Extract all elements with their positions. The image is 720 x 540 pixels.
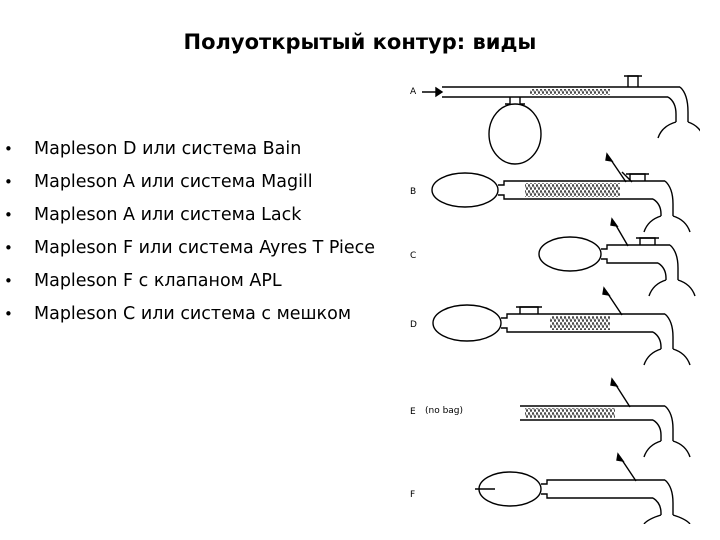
label-d: D	[410, 320, 417, 330]
label-c: C	[410, 251, 417, 261]
label-e: E	[410, 407, 416, 417]
circuit-a-diagram	[422, 76, 700, 164]
list-item	[4, 270, 399, 292]
list-item	[4, 204, 399, 226]
bullet-list	[4, 138, 399, 336]
circuit-c-diagram	[539, 219, 695, 296]
no-bag-note: (no bag)	[425, 406, 464, 416]
bullet-text: Mapleson A или система Lack	[34, 205, 302, 225]
bullet-text: Mapleson D или система Bain	[34, 139, 302, 159]
list-item	[4, 171, 399, 193]
circuit-f-diagram	[475, 454, 690, 524]
bullet-icon: •	[4, 173, 13, 191]
list-item	[4, 303, 399, 325]
bullet-text: Mapleson A или система Magill	[34, 172, 313, 192]
list-item	[4, 237, 399, 259]
bullet-text: Mapleson C или система с мешком	[34, 304, 352, 324]
bullet-icon: •	[4, 305, 13, 323]
bullet-icon: •	[4, 140, 13, 158]
circuit-e-diagram	[520, 379, 690, 457]
circuit-b-diagram	[432, 154, 690, 232]
label-a: A	[410, 87, 417, 97]
bullet-icon: •	[4, 239, 13, 257]
slide-title: Полуоткрытый контур: виды	[183, 30, 537, 54]
mapleson-diagram	[400, 64, 700, 524]
bullet-text: Mapleson F с клапаном APL	[34, 271, 282, 291]
circuit-d-diagram	[433, 288, 690, 365]
list-item	[4, 138, 399, 160]
label-f: F	[410, 490, 416, 500]
label-b: B	[410, 187, 417, 197]
bullet-icon: •	[4, 272, 13, 290]
bullet-text: Mapleson F или система Ayres T Piece	[34, 238, 376, 258]
bullet-icon: •	[4, 206, 13, 224]
